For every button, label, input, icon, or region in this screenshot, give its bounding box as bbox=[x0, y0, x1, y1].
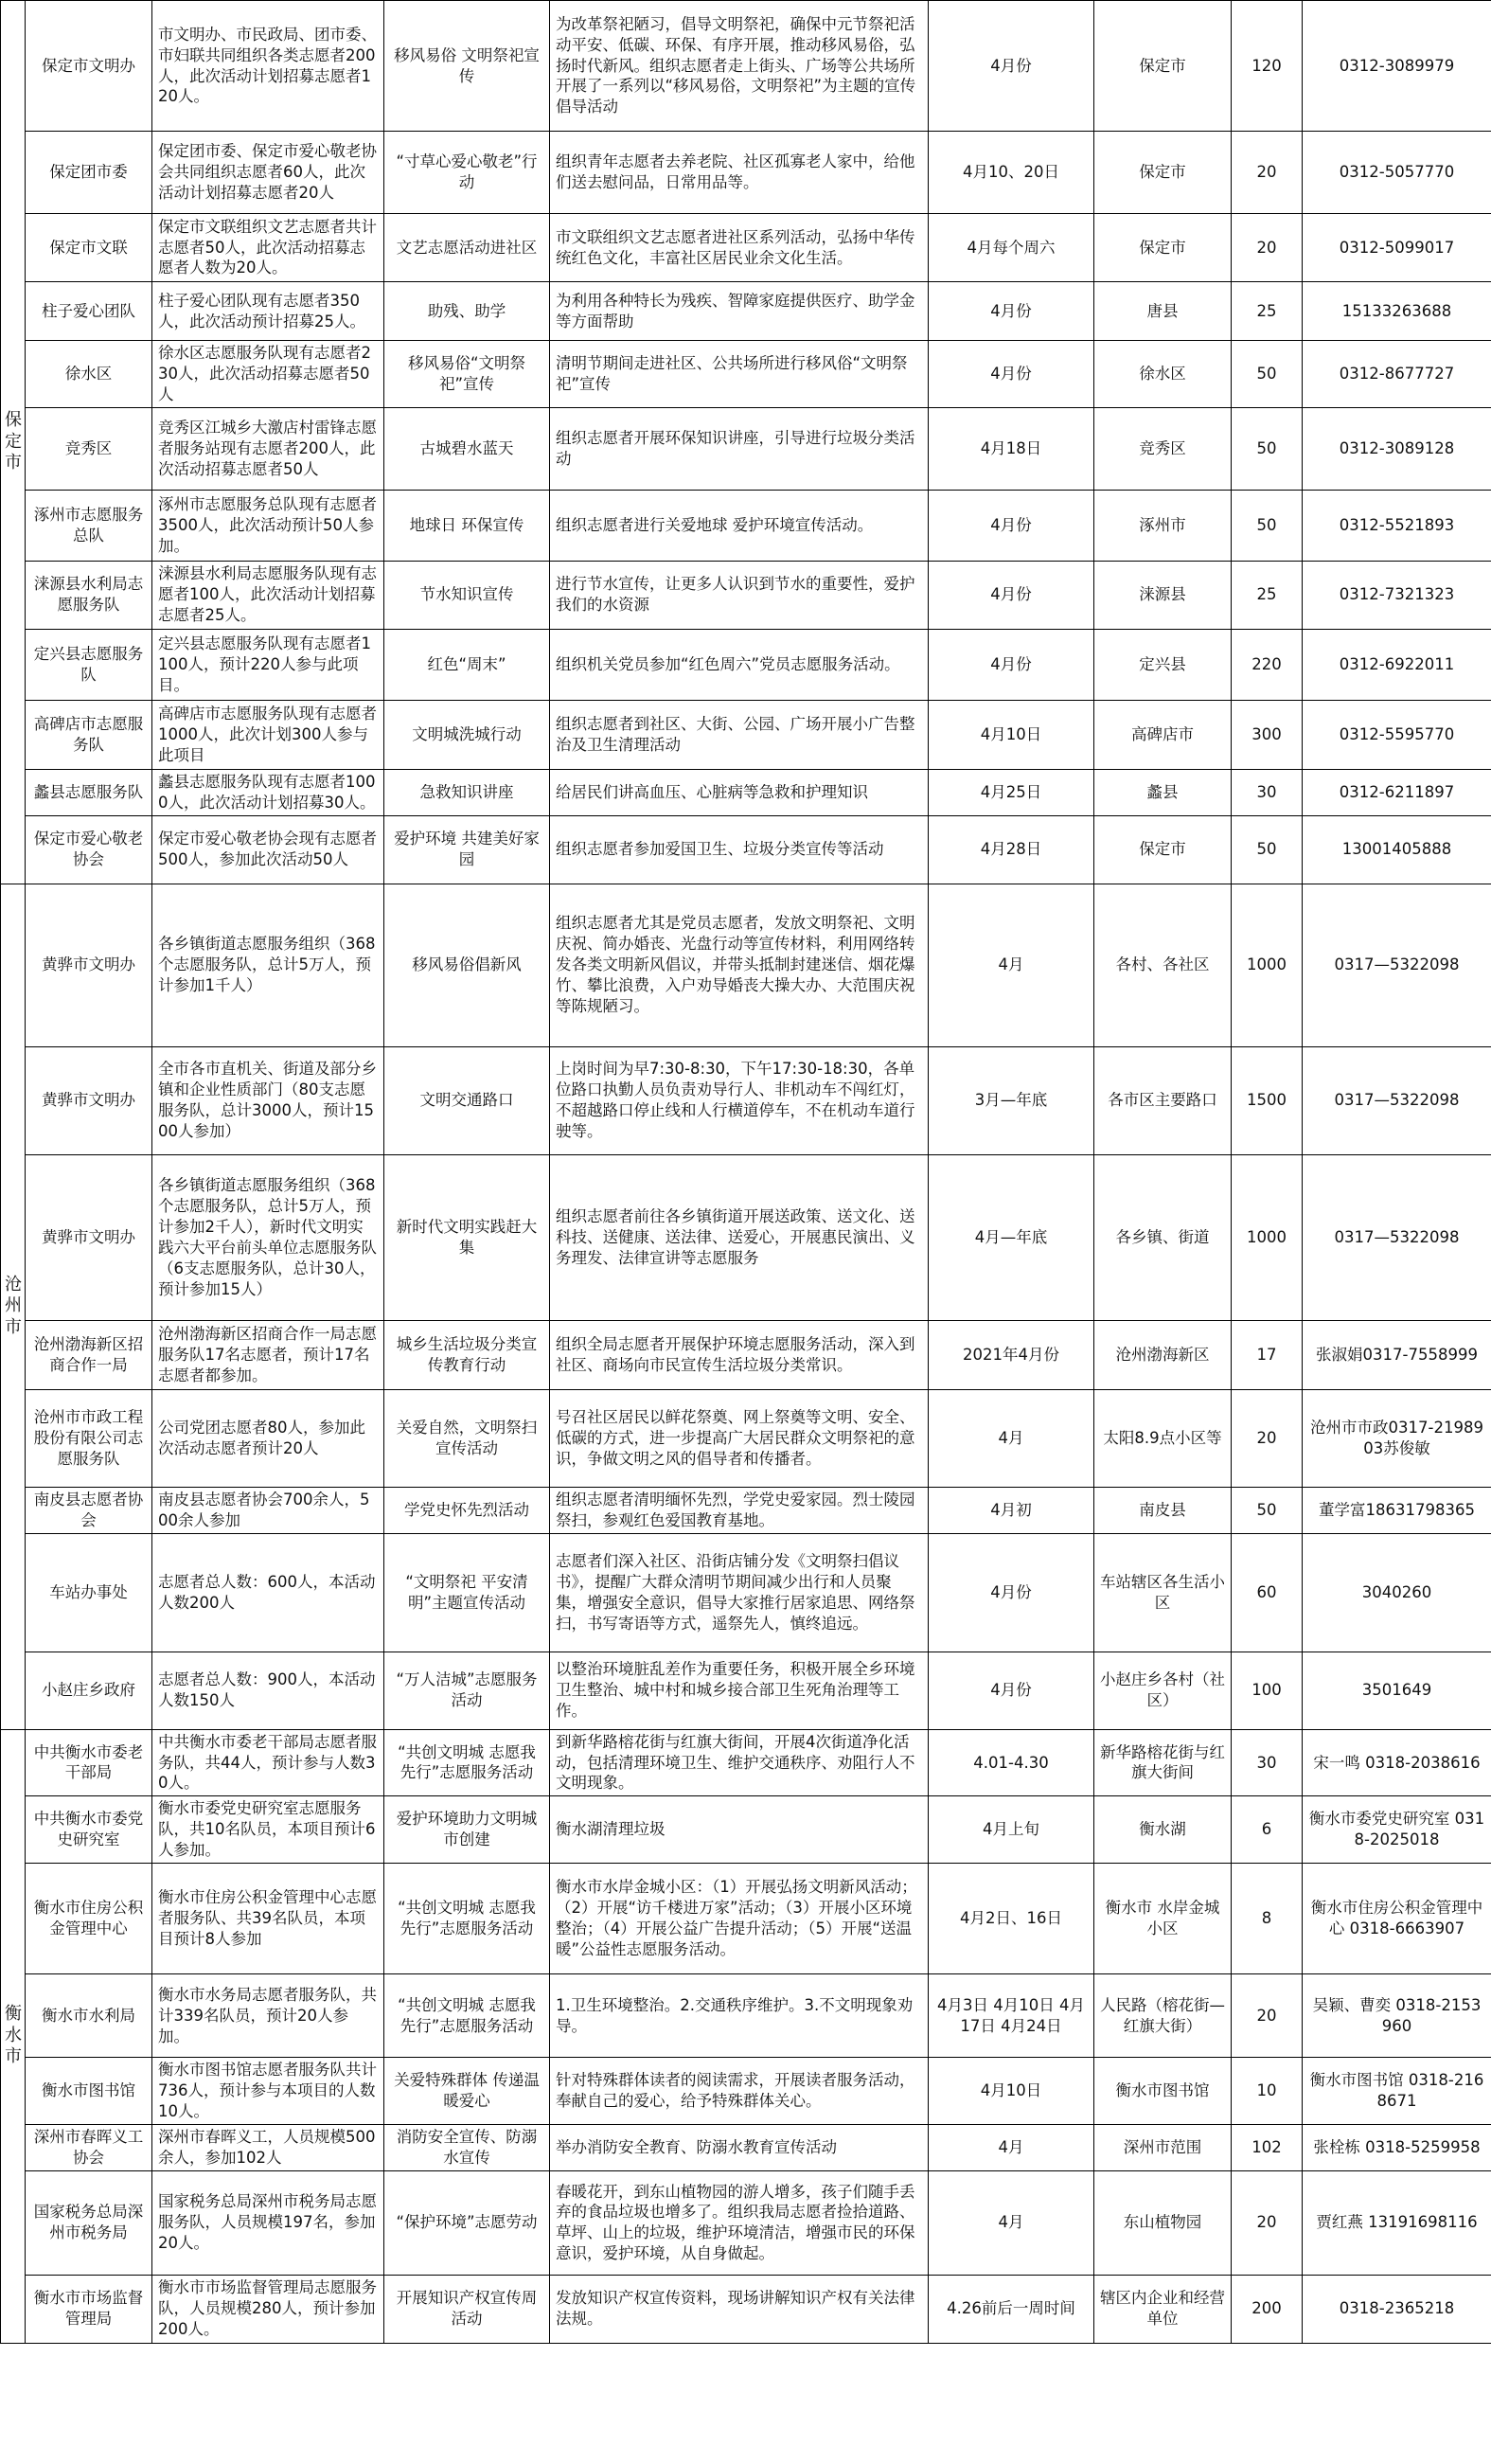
activity-desc-cell: 衡水湖清理垃圾 bbox=[550, 1796, 929, 1864]
activity-name-cell: 急救知识讲座 bbox=[384, 769, 550, 815]
volunteer-info-cell: 深州市春晖义工，人员规模500余人，参加102人 bbox=[152, 2125, 384, 2171]
org-cell: 小赵庄乡政府 bbox=[26, 1652, 152, 1729]
activity-desc-cell: 组织青年志愿者去养老院、社区孤寡老人家中，给他们送去慰问品，日常用品等。 bbox=[550, 132, 929, 214]
org-cell: 沧州市市政工程股份有限公司志愿服务队 bbox=[26, 1389, 152, 1487]
org-cell: 定兴县志愿服务队 bbox=[26, 629, 152, 700]
org-cell: 南皮县志愿者协会 bbox=[26, 1487, 152, 1533]
participant-count-cell: 1500 bbox=[1232, 1046, 1303, 1154]
table-row bbox=[1, 1389, 1491, 1487]
volunteer-info-cell: 志愿者总人数：600人，本活动人数200人 bbox=[152, 1533, 384, 1652]
activity-name-cell: 地球日 环保宣传 bbox=[384, 490, 550, 561]
volunteer-info-cell: 南皮县志愿者协会700余人，500余人参加 bbox=[152, 1487, 384, 1533]
participant-count-cell: 220 bbox=[1232, 629, 1303, 700]
region-cell: 衡水市 bbox=[1, 1729, 26, 2343]
contact-phone-cell: 13001405888 bbox=[1303, 815, 1491, 884]
place-cell: 蠡县 bbox=[1094, 769, 1232, 815]
activity-name-cell: 移风易俗“文明祭祀”宣传 bbox=[384, 341, 550, 408]
activity-name-cell: “寸草心爱心敬老”行动 bbox=[384, 132, 550, 214]
contact-phone-cell: 0312-8677727 bbox=[1303, 341, 1491, 408]
table-row bbox=[1, 1974, 1491, 2058]
contact-phone-cell: 吴颖、曹奕 0318-2153960 bbox=[1303, 1974, 1491, 2058]
volunteer-info-cell: 中共衡水市委老干部局志愿者服务队，共44人，预计参与人数30人。 bbox=[152, 1729, 384, 1796]
contact-phone-cell: 衡水市图书馆 0318-2168671 bbox=[1303, 2058, 1491, 2125]
activity-desc-cell: 组织全局志愿者开展保护环境志愿服务活动，深入到社区、商场向市民宣传生活垃圾分类常识。 bbox=[550, 1320, 929, 1389]
volunteer-info-cell: 涿州市志愿服务总队现有志愿者3500人，此次活动预计50人参加。 bbox=[152, 490, 384, 561]
place-cell: 各乡镇、街道 bbox=[1094, 1154, 1232, 1320]
volunteer-info-cell: 柱子爱心团队现有志愿者350人，此次活动预计招募25人。 bbox=[152, 282, 384, 341]
activity-desc-cell: 组织志愿者开展环保知识讲座，引导进行垃圾分类活动 bbox=[550, 407, 929, 490]
volunteer-info-cell: 涞源县水利局志愿服务队现有志愿者100人，此次活动计划招募志愿者25人。 bbox=[152, 561, 384, 629]
activity-name-cell: 城乡生活垃圾分类宣传教育行动 bbox=[384, 1320, 550, 1389]
activity-desc-cell: 春暖花开，到东山植物园的游人增多，孩子们随手丢弃的食品垃圾也增多了。组织我局志愿者捡拾道路、草坪、山上的垃圾，维护环境清洁，增强市民的环保意识，爱护环境，从自身做起。 bbox=[550, 2170, 929, 2275]
participant-count-cell: 200 bbox=[1232, 2275, 1303, 2343]
activity-desc-cell: 志愿者们深入社区、沿街店铺分发《文明祭扫倡议书》，提醒广大群众清明节期间减少出行和人员聚集，增强安全意识，倡导大家推行居家追思、网络祭扫，书写寄语等方式，遥祭先人，慎终追远。 bbox=[550, 1533, 929, 1652]
table-row bbox=[1, 341, 1491, 408]
activity-desc-cell: 给居民们讲高血压、心脏病等急救和护理知识 bbox=[550, 769, 929, 815]
activity-name-cell: 移风易俗倡新风 bbox=[384, 884, 550, 1046]
activity-name-cell: 消防安全宣传、防溺水宣传 bbox=[384, 2125, 550, 2171]
contact-phone-cell: 衡水市住房公积金管理中心 0318-6663907 bbox=[1303, 1864, 1491, 1974]
contact-phone-cell: 3040260 bbox=[1303, 1533, 1491, 1652]
place-cell: 小赵庄乡各村（社区） bbox=[1094, 1652, 1232, 1729]
activity-desc-cell: 以整治环境脏乱差作为重要任务，积极开展全乡环境卫生整治、城中村和城乡接合部卫生死角治理等工作。 bbox=[550, 1652, 929, 1729]
region-cell: 保定市 bbox=[1, 1, 26, 884]
table-row bbox=[1, 214, 1491, 282]
time-cell: 4月上旬 bbox=[929, 1796, 1094, 1864]
contact-phone-cell: 0317—5322098 bbox=[1303, 1046, 1491, 1154]
volunteer-info-cell: 全市各市直机关、街道及部分乡镇和企业性质部门（80支志愿服务队，总计3000人，预计1500人参加） bbox=[152, 1046, 384, 1154]
place-cell: 保定市 bbox=[1094, 815, 1232, 884]
volunteer-info-cell: 保定市文联组织文艺志愿者共计志愿者50人，此次活动招募志愿者人数为20人。 bbox=[152, 214, 384, 282]
table-row bbox=[1, 1320, 1491, 1389]
org-cell: 保定市文明办 bbox=[26, 1, 152, 132]
org-cell: 衡水市水利局 bbox=[26, 1974, 152, 2058]
table-row bbox=[1, 2275, 1491, 2343]
contact-phone-cell: 张栓栋 0318-5259958 bbox=[1303, 2125, 1491, 2171]
time-cell: 4月份 bbox=[929, 1652, 1094, 1729]
place-cell: 南皮县 bbox=[1094, 1487, 1232, 1533]
participant-count-cell: 20 bbox=[1232, 214, 1303, 282]
table-row bbox=[1, 629, 1491, 700]
participant-count-cell: 20 bbox=[1232, 2170, 1303, 2275]
table-row bbox=[1, 1796, 1491, 1864]
place-cell: 衡水湖 bbox=[1094, 1796, 1232, 1864]
time-cell: 4月 bbox=[929, 1389, 1094, 1487]
time-cell: 4月每个周六 bbox=[929, 214, 1094, 282]
activity-name-cell: 爱护环境助力文明城市创建 bbox=[384, 1796, 550, 1864]
org-cell: 竞秀区 bbox=[26, 407, 152, 490]
contact-phone-cell: 沧州市市政0317-2198903苏俊敏 bbox=[1303, 1389, 1491, 1487]
time-cell: 4月3日 4月10日 4月17日 4月24日 bbox=[929, 1974, 1094, 2058]
participant-count-cell: 10 bbox=[1232, 2058, 1303, 2125]
activity-name-cell: 关爱自然，文明祭扫宣传活动 bbox=[384, 1389, 550, 1487]
participant-count-cell: 300 bbox=[1232, 700, 1303, 769]
contact-phone-cell: 0312-5521893 bbox=[1303, 490, 1491, 561]
time-cell: 4月份 bbox=[929, 282, 1094, 341]
activity-name-cell: 古城碧水蓝天 bbox=[384, 407, 550, 490]
activity-table-body bbox=[1, 1, 1491, 2344]
org-cell: 保定市文联 bbox=[26, 214, 152, 282]
org-cell: 黄骅市文明办 bbox=[26, 1154, 152, 1320]
place-cell: 定兴县 bbox=[1094, 629, 1232, 700]
volunteer-info-cell: 定兴县志愿服务队现有志愿者1100人，预计220人参与此项目。 bbox=[152, 629, 384, 700]
participant-count-cell: 1000 bbox=[1232, 884, 1303, 1046]
participant-count-cell: 120 bbox=[1232, 1, 1303, 132]
activity-desc-cell: 组织志愿者到社区、大街、公园、广场开展小广告整治及卫生清理活动 bbox=[550, 700, 929, 769]
place-cell: 新华路榕花街与红旗大街间 bbox=[1094, 1729, 1232, 1796]
place-cell: 保定市 bbox=[1094, 132, 1232, 214]
time-cell: 4月28日 bbox=[929, 815, 1094, 884]
time-cell: 4.26前后一周时间 bbox=[929, 2275, 1094, 2343]
org-cell: 黄骅市文明办 bbox=[26, 884, 152, 1046]
volunteer-info-cell: 衡水市住房公积金管理中心志愿者服务队、共39名队员，本项目预计8人参加 bbox=[152, 1864, 384, 1974]
place-cell: 涿州市 bbox=[1094, 490, 1232, 561]
time-cell: 4月 bbox=[929, 2125, 1094, 2171]
org-cell: 保定团市委 bbox=[26, 132, 152, 214]
participant-count-cell: 50 bbox=[1232, 815, 1303, 884]
place-cell: 保定市 bbox=[1094, 1, 1232, 132]
activity-desc-cell: 到新华路榕花街与红旗大街间，开展4次街道净化活动，包括清理环境卫生、维护交通秩序、劝阻行人不文明现象。 bbox=[550, 1729, 929, 1796]
activity-desc-cell: 组织志愿者清明缅怀先烈，学党史爱家园。烈士陵园祭扫，参观红色爱国教育基地。 bbox=[550, 1487, 929, 1533]
volunteer-info-cell: 衡水市市场监督管理局志愿服务队，人员规模280人，预计参加200人。 bbox=[152, 2275, 384, 2343]
activity-desc-cell: 组织志愿者参加爱国卫生、垃圾分类宣传等活动 bbox=[550, 815, 929, 884]
place-cell: 沧州渤海新区 bbox=[1094, 1320, 1232, 1389]
contact-phone-cell: 0312-5099017 bbox=[1303, 214, 1491, 282]
participant-count-cell: 1000 bbox=[1232, 1154, 1303, 1320]
participant-count-cell: 20 bbox=[1232, 1974, 1303, 2058]
time-cell: 4月 bbox=[929, 2170, 1094, 2275]
volunteer-info-cell: 公司党团志愿者80人，参加此次活动志愿者预计20人 bbox=[152, 1389, 384, 1487]
activity-desc-cell: 组织志愿者前往各乡镇街道开展送政策、送文化、送科技、送健康、送法律、送爱心，开展惠民演出、义务理发、法律宣讲等志愿服务 bbox=[550, 1154, 929, 1320]
time-cell: 4月份 bbox=[929, 561, 1094, 629]
org-cell: 车站办事处 bbox=[26, 1533, 152, 1652]
place-cell: 各村、各社区 bbox=[1094, 884, 1232, 1046]
participant-count-cell: 8 bbox=[1232, 1864, 1303, 1974]
org-cell: 衡水市图书馆 bbox=[26, 2058, 152, 2125]
table-row bbox=[1, 282, 1491, 341]
org-cell: 柱子爱心团队 bbox=[26, 282, 152, 341]
org-cell: 沧州渤海新区招商合作一局 bbox=[26, 1320, 152, 1389]
table-row bbox=[1, 815, 1491, 884]
activity-desc-cell: 号召社区居民以鲜花祭奠、网上祭奠等文明、安全、低碳的方式，进一步提高广大居民群众文明祭祀的意识，争做文明之风的倡导者和传播者。 bbox=[550, 1389, 929, 1487]
contact-phone-cell: 0312-3089979 bbox=[1303, 1, 1491, 132]
time-cell: 4月—年底 bbox=[929, 1154, 1094, 1320]
participant-count-cell: 17 bbox=[1232, 1320, 1303, 1389]
contact-phone-cell: 贾红燕 13191698116 bbox=[1303, 2170, 1491, 2275]
org-cell: 涿州市志愿服务总队 bbox=[26, 490, 152, 561]
place-cell: 衡水市 水岸金城小区 bbox=[1094, 1864, 1232, 1974]
participant-count-cell: 30 bbox=[1232, 1729, 1303, 1796]
table-row bbox=[1, 490, 1491, 561]
region-cell: 沧州市 bbox=[1, 884, 26, 1729]
time-cell: 4月25日 bbox=[929, 769, 1094, 815]
time-cell: 4月10日 bbox=[929, 2058, 1094, 2125]
participant-count-cell: 25 bbox=[1232, 561, 1303, 629]
time-cell: 4月2日、16日 bbox=[929, 1864, 1094, 1974]
activity-desc-cell: 进行节水宣传，让更多人认识到节水的重要性，爱护我们的水资源 bbox=[550, 561, 929, 629]
time-cell: 4.01-4.30 bbox=[929, 1729, 1094, 1796]
activity-name-cell: 爱护环境 共建美好家园 bbox=[384, 815, 550, 884]
activity-name-cell: 文艺志愿活动进社区 bbox=[384, 214, 550, 282]
place-cell: 东山植物园 bbox=[1094, 2170, 1232, 2275]
time-cell: 4月份 bbox=[929, 341, 1094, 408]
table-row bbox=[1, 769, 1491, 815]
table-row bbox=[1, 1, 1491, 132]
volunteer-info-cell: 沧州渤海新区招商合作一局志愿服务队17名志愿者，预计17名志愿者都参加。 bbox=[152, 1320, 384, 1389]
activity-name-cell: “保护环境”志愿劳动 bbox=[384, 2170, 550, 2275]
participant-count-cell: 100 bbox=[1232, 1652, 1303, 1729]
table-row bbox=[1, 2170, 1491, 2275]
activity-name-cell: 助残、助学 bbox=[384, 282, 550, 341]
participant-count-cell: 50 bbox=[1232, 407, 1303, 490]
place-cell: 衡水市图书馆 bbox=[1094, 2058, 1232, 2125]
time-cell: 4月10、20日 bbox=[929, 132, 1094, 214]
org-cell: 衡水市市场监督管理局 bbox=[26, 2275, 152, 2343]
contact-phone-cell: 0317—5322098 bbox=[1303, 884, 1491, 1046]
activity-name-cell: 红色“周末” bbox=[384, 629, 550, 700]
time-cell: 4月份 bbox=[929, 490, 1094, 561]
participant-count-cell: 50 bbox=[1232, 1487, 1303, 1533]
volunteer-info-cell: 各乡镇街道志愿服务组织（368个志愿服务队，总计5万人，预计参加2千人），新时代文明实践六大平台前头单位志愿服务队（6支志愿服务队，总计30人，预计参加15人） bbox=[152, 1154, 384, 1320]
participant-count-cell: 20 bbox=[1232, 132, 1303, 214]
contact-phone-cell: 0312-6922011 bbox=[1303, 629, 1491, 700]
contact-phone-cell: 0312-5595770 bbox=[1303, 700, 1491, 769]
activity-name-cell: “共创文明城 志愿我先行”志愿服务活动 bbox=[384, 1864, 550, 1974]
contact-phone-cell: 0317—5322098 bbox=[1303, 1154, 1491, 1320]
participant-count-cell: 30 bbox=[1232, 769, 1303, 815]
time-cell: 4月份 bbox=[929, 1533, 1094, 1652]
org-cell: 高碑店市志愿服务队 bbox=[26, 700, 152, 769]
org-cell: 徐水区 bbox=[26, 341, 152, 408]
activity-desc-cell: 组织志愿者进行关爱地球 爱护环境宣传活动。 bbox=[550, 490, 929, 561]
activity-name-cell: 文明城洗城行动 bbox=[384, 700, 550, 769]
table-row bbox=[1, 700, 1491, 769]
volunteer-info-cell: 蠡县志愿服务队现有志愿者1000人，此次活动计划招募30人。 bbox=[152, 769, 384, 815]
table-row bbox=[1, 2125, 1491, 2171]
place-cell: 太阳8.9点小区等 bbox=[1094, 1389, 1232, 1487]
time-cell: 4月 bbox=[929, 884, 1094, 1046]
volunteer-info-cell: 志愿者总人数：900人，本活动人数150人 bbox=[152, 1652, 384, 1729]
contact-phone-cell: 0318-2365218 bbox=[1303, 2275, 1491, 2343]
activity-desc-cell: 上岗时间为早7:30-8:30，下午17:30-18:30，各单位路口执勤人员负责劝导行人、非机动车不闯红灯，不超越路口停止线和人行横道停车，不在机动车道行驶等。 bbox=[550, 1046, 929, 1154]
participant-count-cell: 102 bbox=[1232, 2125, 1303, 2171]
org-cell: 深州市春晖义工协会 bbox=[26, 2125, 152, 2171]
org-cell: 国家税务总局深州市税务局 bbox=[26, 2170, 152, 2275]
activity-desc-cell: 衡水市水岸金城小区：（1）开展弘扬文明新风活动；（2）开展“访千楼进万家”活动；（3）开展小区环境整治；（4）开展公益广告提升活动；（5）开展“送温暖”公益性志愿服务活动。 bbox=[550, 1864, 929, 1974]
place-cell: 车站辖区各生活小区 bbox=[1094, 1533, 1232, 1652]
table-row bbox=[1, 561, 1491, 629]
table-row bbox=[1, 132, 1491, 214]
place-cell: 各市区主要路口 bbox=[1094, 1046, 1232, 1154]
table-row bbox=[1, 407, 1491, 490]
activity-name-cell: 开展知识产权宣传周活动 bbox=[384, 2275, 550, 2343]
volunteer-info-cell: 保定团市委、保定市爱心敬老协会共同组织志愿者60人，此次活动计划招募志愿者20人 bbox=[152, 132, 384, 214]
participant-count-cell: 50 bbox=[1232, 490, 1303, 561]
time-cell: 4月18日 bbox=[929, 407, 1094, 490]
table-row bbox=[1, 1046, 1491, 1154]
activity-name-cell: “共创文明城 志愿我先行”志愿服务活动 bbox=[384, 1729, 550, 1796]
org-cell: 黄骅市文明办 bbox=[26, 1046, 152, 1154]
contact-phone-cell: 3501649 bbox=[1303, 1652, 1491, 1729]
activity-desc-cell: 发放知识产权宣传资料，现场讲解知识产权有关法律法规。 bbox=[550, 2275, 929, 2343]
participant-count-cell: 20 bbox=[1232, 1389, 1303, 1487]
place-cell: 竞秀区 bbox=[1094, 407, 1232, 490]
participant-count-cell: 6 bbox=[1232, 1796, 1303, 1864]
activity-desc-cell: 为改革祭祀陋习，倡导文明祭祀，确保中元节祭祀活动平安、低碳、环保、有序开展，推动移风易俗，弘扬时代新风。组织志愿者走上街头、广场等公共场所开展了一系列以“移风易俗，文明祭祀”为主题的宣传倡导活动 bbox=[550, 1, 929, 132]
activity-name-cell: 文明交通路口 bbox=[384, 1046, 550, 1154]
contact-phone-cell: 0312-6211897 bbox=[1303, 769, 1491, 815]
volunteer-info-cell: 衡水市委党史研究室志愿服务队，共10名队员，本项目预计6人参加。 bbox=[152, 1796, 384, 1864]
org-cell: 涞源县水利局志愿服务队 bbox=[26, 561, 152, 629]
org-cell: 保定市爱心敬老协会 bbox=[26, 815, 152, 884]
activity-desc-cell: 市文联组织文艺志愿者进社区系列活动，弘扬中华传统红色文化，丰富社区居民业余文化生活。 bbox=[550, 214, 929, 282]
participant-count-cell: 60 bbox=[1232, 1533, 1303, 1652]
table-row bbox=[1, 1487, 1491, 1533]
contact-phone-cell: 衡水市委党史研究室 0318-2025018 bbox=[1303, 1796, 1491, 1864]
volunteer-info-cell: 国家税务总局深州市税务局志愿服务队，人员规模197名，参加20人。 bbox=[152, 2170, 384, 2275]
activity-desc-cell: 清明节期间走进社区、公共场所进行移风俗“文明祭祀”宣传 bbox=[550, 341, 929, 408]
place-cell: 高碑店市 bbox=[1094, 700, 1232, 769]
volunteer-info-cell: 高碑店市志愿服务队现有志愿者1000人，此次计划300人参与此项目 bbox=[152, 700, 384, 769]
activity-desc-cell: 针对特殊群体读者的阅读需求，开展读者服务活动，奉献自己的爱心，给予特殊群体关心。 bbox=[550, 2058, 929, 2125]
place-cell: 徐水区 bbox=[1094, 341, 1232, 408]
table-row bbox=[1, 884, 1491, 1046]
activity-desc-cell: 组织志愿者尤其是党员志愿者，发放文明祭祀、文明庆祝、简办婚丧、光盘行动等宣传材料，利用网络转发各类文明新风倡议，并带头抵制封建迷信、烟花爆竹、攀比浪费，入户劝导婚丧大操大办、大范围庆祝等陈规陋习。 bbox=[550, 884, 929, 1046]
volunteer-info-cell: 各乡镇街道志愿服务组织（368个志愿服务队，总计5万人，预计参加1千人） bbox=[152, 884, 384, 1046]
table-row bbox=[1, 1729, 1491, 1796]
table-row bbox=[1, 1154, 1491, 1320]
volunteer-info-cell: 衡水市水务局志愿者服务队，共计339名队员，预计20人参加。 bbox=[152, 1974, 384, 2058]
time-cell: 4月份 bbox=[929, 629, 1094, 700]
table-row bbox=[1, 1864, 1491, 1974]
org-cell: 蠡县志愿服务队 bbox=[26, 769, 152, 815]
org-cell: 衡水市住房公积金管理中心 bbox=[26, 1864, 152, 1974]
time-cell: 2021年4月份 bbox=[929, 1320, 1094, 1389]
activity-desc-cell: 1.卫生环境整治。2.交通秩序维护。3.不文明现象劝导。 bbox=[550, 1974, 929, 2058]
participant-count-cell: 25 bbox=[1232, 282, 1303, 341]
place-cell: 唐县 bbox=[1094, 282, 1232, 341]
activity-name-cell: 关爱特殊群体 传递温暖爱心 bbox=[384, 2058, 550, 2125]
activity-name-cell: 新时代文明实践赶大集 bbox=[384, 1154, 550, 1320]
activity-desc-cell: 组织机关党员参加“红色周六”党员志愿服务活动。 bbox=[550, 629, 929, 700]
time-cell: 4月初 bbox=[929, 1487, 1094, 1533]
activity-name-cell: “共创文明城 志愿我先行”志愿服务活动 bbox=[384, 1974, 550, 2058]
time-cell: 4月10日 bbox=[929, 700, 1094, 769]
contact-phone-cell: 宋一鸣 0318-2038616 bbox=[1303, 1729, 1491, 1796]
volunteer-info-cell: 市文明办、市民政局、团市委、市妇联共同组织各类志愿者200人，此次活动计划招募志愿者120人。 bbox=[152, 1, 384, 132]
activity-name-cell: 移风易俗 文明祭祀宣传 bbox=[384, 1, 550, 132]
activity-name-cell: “文明祭祀 平安清明”主题宣传活动 bbox=[384, 1533, 550, 1652]
table-row bbox=[1, 1652, 1491, 1729]
contact-phone-cell: 15133263688 bbox=[1303, 282, 1491, 341]
org-cell: 中共衡水市委党史研究室 bbox=[26, 1796, 152, 1864]
contact-phone-cell: 0312-7321323 bbox=[1303, 561, 1491, 629]
time-cell: 4月份 bbox=[929, 1, 1094, 132]
activity-name-cell: 学党史怀先烈活动 bbox=[384, 1487, 550, 1533]
contact-phone-cell: 张淑娟0317-7558999 bbox=[1303, 1320, 1491, 1389]
volunteer-info-cell: 竞秀区江城乡大激店村雷锋志愿者服务站现有志愿者200人，此次活动招募志愿者50人 bbox=[152, 407, 384, 490]
activity-name-cell: 节水知识宣传 bbox=[384, 561, 550, 629]
volunteer-info-cell: 保定市爱心敬老协会现有志愿者500人，参加此次活动50人 bbox=[152, 815, 384, 884]
volunteer-info-cell: 徐水区志愿服务队现有志愿者230人，此次活动招募志愿者50人 bbox=[152, 341, 384, 408]
place-cell: 深州市范围 bbox=[1094, 2125, 1232, 2171]
table-row bbox=[1, 1533, 1491, 1652]
table-row bbox=[1, 2058, 1491, 2125]
time-cell: 3月—年底 bbox=[929, 1046, 1094, 1154]
contact-phone-cell: 0312-5057770 bbox=[1303, 132, 1491, 214]
activity-desc-cell: 举办消防安全教育、防溺水教育宣传活动 bbox=[550, 2125, 929, 2171]
place-cell: 辖区内企业和经营单位 bbox=[1094, 2275, 1232, 2343]
place-cell: 保定市 bbox=[1094, 214, 1232, 282]
contact-phone-cell: 董学富18631798365 bbox=[1303, 1487, 1491, 1533]
activity-desc-cell: 为利用各种特长为残疾、智障家庭提供医疗、助学金等方面帮助 bbox=[550, 282, 929, 341]
contact-phone-cell: 0312-3089128 bbox=[1303, 407, 1491, 490]
place-cell: 人民路（榕花街—红旗大街） bbox=[1094, 1974, 1232, 2058]
place-cell: 涞源县 bbox=[1094, 561, 1232, 629]
activity-name-cell: “万人洁城”志愿服务活动 bbox=[384, 1652, 550, 1729]
volunteer-info-cell: 衡水市图书馆志愿者服务队共计736人，预计参与本项目的人数10人。 bbox=[152, 2058, 384, 2125]
org-cell: 中共衡水市委老干部局 bbox=[26, 1729, 152, 1796]
participant-count-cell: 50 bbox=[1232, 341, 1303, 408]
